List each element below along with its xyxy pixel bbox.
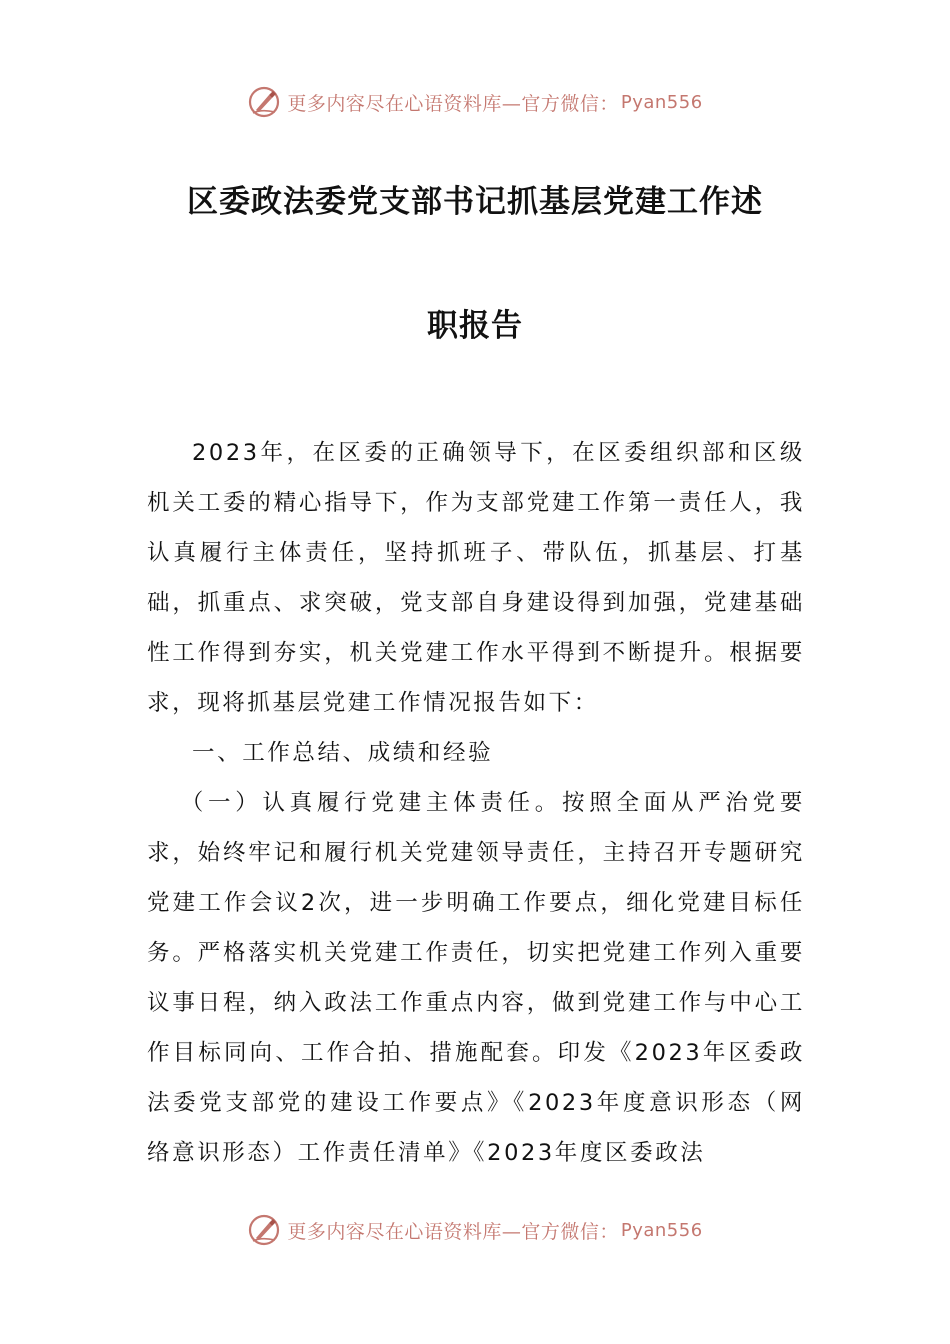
section-heading: 一、工作总结、成绩和经验 (192, 740, 494, 766)
watermark-header (0, 82, 950, 122)
watermark-text: 更多内容尽在心语资料库—官方微信： (287, 1220, 619, 1243)
pen-circle-logo-icon (247, 85, 281, 119)
document-title-line-1: 区委政法委党支部书记抓基层党建工作述 (187, 184, 763, 220)
document-body (147, 428, 805, 1178)
subsection-paragraph: （一）认真履行党建主体责任。按照全面从严治党要求，始终牢记和履行机关党建领导责任，主持召开专题研究党建工作会议2次，进一步明确工作要点，细化党建目标任务。严格落实机关党建工作责任，切实把党建工作列入重要议事日程，纳入政法工作重点内容，做到党建工作与中心工作目标同向、工作合拍、措施配套。印发《2023年区委政法委党支部党的建设工作要点》《2023年度意识形态（网络意识形态）工作责任清单》《2023年度区委政法 (147, 790, 805, 1166)
pen-circle-logo-icon (247, 1213, 281, 1247)
watermark-wechat-id: Pyan556 (620, 91, 703, 113)
document-title-line-2: 职报告 (427, 308, 523, 344)
watermark-text: 更多内容尽在心语资料库—官方微信： (287, 92, 619, 115)
watermark-footer (0, 1210, 950, 1250)
watermark-wechat-id: Pyan556 (620, 1219, 703, 1241)
intro-paragraph: 2023年，在区委的正确领导下，在区委组织部和区级机关工委的精心指导下，作为支部党建工作第一责任人，我认真履行主体责任，坚持抓班子、带队伍，抓基层、打基础，抓重点、求突破，党支部自身建设得到加强，党建基础性工作得到夯实，机关党建工作水平得到不断提升。根据要求，现将抓基层党建工作情况报告如下： (147, 440, 805, 716)
